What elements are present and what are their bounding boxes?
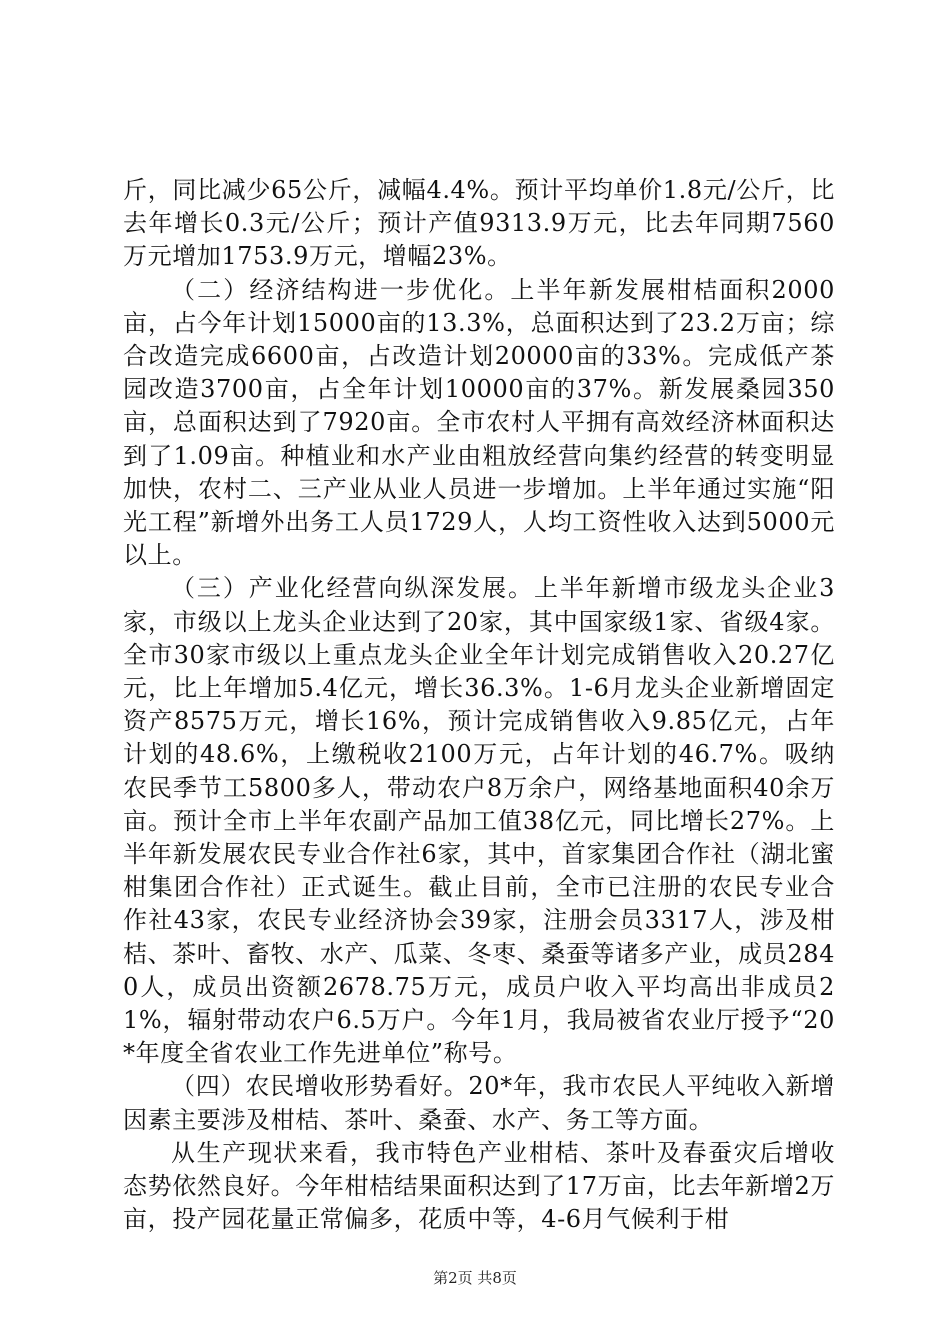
paragraph-continuation: 斤，同比减少65公斤，减幅4.4%。预计平均单价1.8元/公斤，比去年增长0.3元/公斤；预计产值9313.9万元，比去年同期7560万元增加1753.9万元，增幅23%。 [123,176,835,271]
paragraph-section-2: （二）经济结构进一步优化。上半年新发展柑桔面积2000亩，占今年计划15000亩的13.3%，总面积达到了23.2万亩；综合改造完成6600亩，占改造计划20000亩的33%。完成低产茶园改造3700亩，占全年计划10000亩的37%。新发展桑园350亩，总面积达到了7920亩。全市农村人平拥有高效经济林面积达到了1.09亩。种植业和水产业由粗放经营向集约经营的转变明显加快，农村二、三产业从业人员进一步增加。上半年通过实施“阳光工程”新增外出务工人员1729人，人均工资性收入达到5000元以上。 [123,275,835,570]
page-footer: 第2页 共8页 [433,1269,517,1287]
paragraph-section-3: （三）产业化经营向纵深发展。上半年新增市级龙头企业3家，市级以上龙头企业达到了20家，其中国家级1家、省级4家。全市30家市级以上重点龙头企业全年计划完成销售收入20.27亿元，比上年增加5.4亿元，增长36.3%。1-6月龙头企业新增固定资产8575万元，增长16%，预计完成销售收入9.85亿元，占年计划的48.6%，上缴税收2100万元，占年计划的46.7%。吸纳农民季节工5800多人，带动农户8万余户，网络基地面积40余万亩。预计全市上半年农副产品加工值38亿元，同比增长27%。上半年新发展农民专业合作社6家，其中，首家集团合作社（湖北蜜柑集团合作社）正式诞生。截止目前，全市已注册的农民专业合作社43家，农民专业经济协会39家，注册会员3317人，涉及柑桔、茶叶、畜牧、水产、瓜菜、冬枣、桑蚕等诸多产业，成员2840人，成员出资额2678.75万元，成员户收入平均高出非成员21%，辐射带动农户6.5万户。今年1月，我局被省农业厅授予“20*年度全省农业工作先进单位”称号。 [123,574,835,1068]
paragraph-production-status: 从生产现状来看，我市特色产业柑桔、茶叶及春蚕灾后增收态势依然良好。今年柑桔结果面积达到了17万亩，比去年新增2万亩，投产园花量正常偏多，花质中等，4-6月气候利于柑 [123,1138,835,1234]
document-body [123,174,835,1237]
paragraph-section-4: （四）农民增收形势看好。20*年，我市农民人平纯收入新增因素主要涉及柑桔、茶叶、桑蚕、水产、务工等方面。 [123,1072,835,1134]
